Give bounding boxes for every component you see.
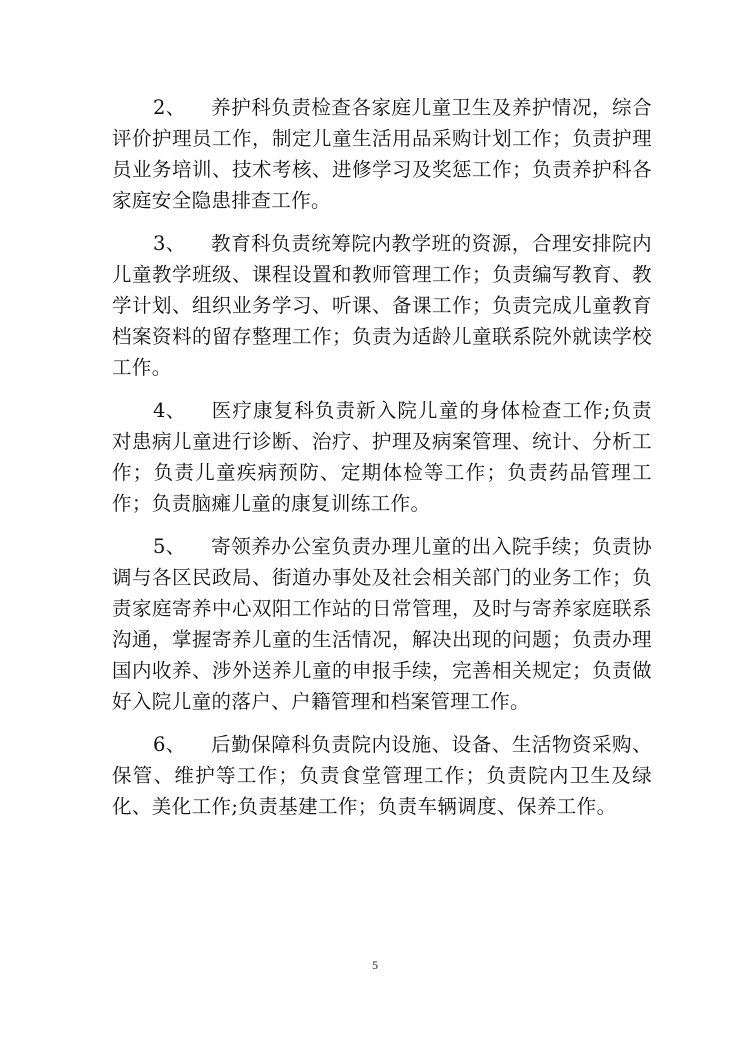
- paragraph-item-4: [112, 395, 652, 519]
- paragraph-item-2: [112, 92, 652, 216]
- item-number: 6、: [153, 733, 186, 756]
- paragraph-item-5: [112, 531, 652, 717]
- item-number: 2、: [153, 96, 186, 119]
- item-text: 寄领养办公室负责办理儿童的出入院手续；负责协调与各区民政局、街道办事处及社会相关部门的业务工作；负责家庭寄养中心双阳工作站的日常管理，及时与寄养家庭联系沟通，掌握寄养儿童的生活情况，解决出现的问题；负责办理国内收养、涉外送养儿童的申报手续，完善相关规定；负责做好入院儿童的落户、户籍管理和档案管理工作。: [112, 535, 652, 713]
- item-text: 教育科负责统筹院内教学班的资源，合理安排院内儿童教学班级、课程设置和教师管理工作；负责编写教育、教学计划、组织业务学习、听课、备课工作；负责完成儿童教育档案资料的留存整理工作；负责为适龄儿童联系院外就读学校工作。: [112, 232, 652, 379]
- page-number: 5: [372, 958, 378, 972]
- paragraph-item-6: [112, 729, 652, 822]
- item-text: 医疗康复科负责新入院儿童的身体检查工作;负责对患病儿童进行诊断、治疗、护理及病案管理、统计、分析工作；负责儿童疾病预防、定期体检等工作；负责药品管理工作；负责脑瘫儿童的康复训练工作。: [112, 399, 652, 515]
- item-text: 养护科负责检查各家庭儿童卫生及养护情况，综合评价护理员工作，制定儿童生活用品采购计划工作；负责护理员业务培训、技术考核、进修学习及奖惩工作；负责养护科各家庭安全隐患排查工作。: [112, 96, 652, 212]
- item-number: 4、: [153, 399, 186, 422]
- item-number: 5、: [153, 535, 186, 558]
- item-number: 3、: [153, 232, 186, 255]
- document-body: [112, 92, 652, 834]
- item-text: 后勤保障科负责院内设施、设备、生活物资采购、保管、维护等工作；负责食堂管理工作；负责院内卫生及绿化、美化工作;负责基建工作；负责车辆调度、保养工作。: [112, 733, 652, 818]
- paragraph-item-3: [112, 228, 652, 383]
